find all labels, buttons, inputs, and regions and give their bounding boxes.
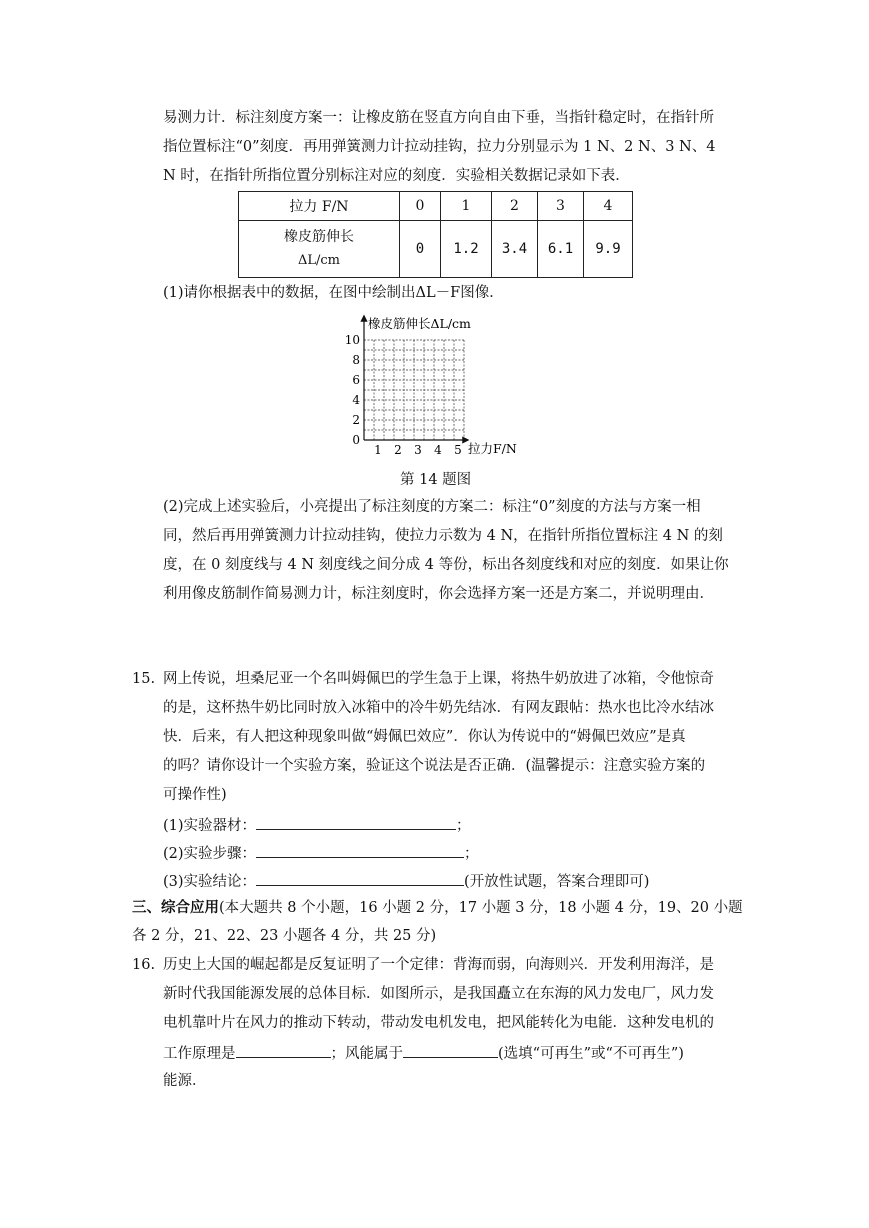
- section-3-desc-2: 各 2 分，21、22、23 小题各 4 分，共 25 分): [132, 928, 437, 944]
- q16-blank-1[interactable]: [236, 1042, 331, 1058]
- q15-line-2: 的是，这杯热牛奶比同时放入冰箱中的冷牛奶先结冰．有网友跟帖：热水也比冷水结冰: [163, 700, 714, 716]
- table-row-force: [239, 192, 633, 221]
- table-cell: 4: [584, 192, 633, 221]
- q14-part2-line-1: (2)完成上述实验后，小亮提出了标注刻度的方案二：标注“0”刻度的方法与方案一相: [163, 499, 701, 515]
- q16-line-2: 新时代我国能源发展的总体目标．如图所示，是我国矗立在东海的风力发电厂，风力发: [163, 986, 714, 1002]
- q16-blank-2[interactable]: [403, 1042, 498, 1058]
- q16-line-5: 能源．: [163, 1073, 207, 1089]
- table-cell: 1.2: [441, 221, 492, 278]
- table-cell: 3: [538, 192, 584, 221]
- table-cell: 1: [441, 192, 492, 221]
- q15-item-1-end: ；: [456, 818, 471, 834]
- table-cell: 0: [400, 192, 441, 221]
- intro-line-3: N 时，在指针所指位置分别标注对应的刻度．实验相关数据记录如下表．: [163, 168, 630, 184]
- x-tick-label: 3: [414, 443, 422, 457]
- table-cell: 6.1: [538, 221, 584, 278]
- q15-number: 15.: [132, 671, 156, 687]
- q14-part2-line-4: 利用像皮筋制作简易测力计，标注刻度时，你会选择方案一还是方案二，并说明理由．: [163, 586, 714, 602]
- x-tick-label: 5: [454, 443, 462, 457]
- q16-line-4-a: 工作原理是: [163, 1046, 236, 1062]
- figure-caption: 第 14 题图: [400, 472, 472, 488]
- intro-line-1: 易测力计．标注刻度方案一：让橡皮筋在竖直方向自由下垂，当指针稳定时，在指针所: [163, 110, 714, 126]
- q14-part2-line-2: 同，然后再用弹簧测力计拉动挂钩，使拉力示数为 4 N，在指针所指位置标注 4 N 的刻: [163, 528, 723, 544]
- q15-line-4: 的吗？请你设计一个实验方案，验证这个说法是否正确．(温馨提示：注意实验方案的: [163, 758, 706, 774]
- q16-number: 16.: [132, 957, 156, 973]
- section-3-title: 三、综合应用: [132, 899, 219, 916]
- table-header-elongation-line2: ΔL/cm: [297, 253, 340, 268]
- elongation-force-graph: [340, 312, 540, 462]
- x-tick-labels: [374, 443, 462, 457]
- x-axis-title: 拉力F/N: [468, 441, 517, 456]
- table-cell: 3.4: [492, 221, 538, 278]
- x-tick-label: 1: [374, 443, 382, 457]
- q14-part2-line-3: 度，在 0 刻度线与 4 N 刻度线之间分成 4 等份，标出各刻度线和对应的刻度．如果让你: [163, 557, 729, 573]
- x-tick-label: 4: [434, 443, 442, 457]
- q16-line-4-c: (选填“可再生”或“不可再生”): [498, 1046, 684, 1062]
- table-cell: 9.9: [584, 221, 633, 278]
- intro-line-2: 指位置标注“0”刻度．再用弹簧测力计拉动挂钩，拉力分别显示为 1 N、2 N、3 N、4: [163, 139, 716, 155]
- q15-item-3-end: (开放性试题，答案合理即可): [464, 874, 650, 890]
- q15-item-3-answer-blank[interactable]: [256, 870, 464, 886]
- table-header-elongation-line1: 橡皮筋伸长: [284, 229, 354, 245]
- data-table: [238, 191, 633, 278]
- y-tick-label: 4: [352, 393, 360, 407]
- q15-item-2-label: (2)实验步骤：: [163, 846, 257, 862]
- y-tick-labels: [345, 333, 361, 447]
- q15-line-1: 网上传说，坦桑尼亚一个名叫姆佩巴的学生急于上课，将热牛奶放进了冰箱，令他惊奇: [163, 671, 714, 687]
- q16-line-1: 历史上大国的崛起都是反复证明了一个定律：背海而弱，向海则兴．开发利用海洋，是: [163, 957, 714, 973]
- q15-line-5: 可操作性): [163, 787, 227, 803]
- table-header-elongation: [239, 221, 400, 278]
- y-tick-label: 0: [352, 433, 360, 447]
- q14-part1: (1)请你根据表中的数据，在图中绘制出ΔL－F图像．: [163, 285, 504, 301]
- q15-item-3: [163, 870, 649, 892]
- q15-item-2-answer-blank[interactable]: [256, 842, 464, 858]
- graph-grid: [364, 340, 464, 440]
- table-header-force: 拉力 F/N: [239, 192, 400, 221]
- y-tick-label: 8: [352, 353, 360, 367]
- table-row-elongation: [239, 221, 633, 278]
- section-3-header: [132, 898, 743, 918]
- y-axis-title: 橡皮筋伸长ΔL/cm: [368, 316, 471, 331]
- q15-item-1-label: (1)实验器材：: [163, 818, 257, 834]
- q15-item-3-label: (3)实验结论：: [163, 874, 257, 890]
- table-cell: 0: [400, 221, 441, 278]
- q15-item-1: [163, 814, 471, 836]
- q16-line-4: [163, 1042, 684, 1064]
- x-tick-label: 2: [394, 443, 402, 457]
- q15-item-2: [163, 842, 479, 864]
- q15-item-2-end: ；: [464, 846, 479, 862]
- q15-item-1-answer-blank[interactable]: [256, 814, 456, 830]
- y-tick-label: 2: [352, 413, 360, 427]
- table-cell: 2: [492, 192, 538, 221]
- y-tick-label: 6: [352, 373, 360, 387]
- section-3-desc-1: (本大题共 8 个小题，16 小题 2 分，17 小题 3 分，18 小题 4 分，19、20 小题: [219, 900, 743, 916]
- y-tick-label: 10: [344, 333, 360, 347]
- q16-line-3: 电机靠叶片在风力的推动下转动，带动发电机发电，把风能转化为电能．这种发电机的: [163, 1015, 714, 1031]
- q15-line-3: 快．后来，有人把这种现象叫做“姆佩巴效应”．你认为传说中的“姆佩巴效应”是真: [163, 729, 686, 745]
- q16-line-4-b: ；风能属于: [330, 1046, 403, 1062]
